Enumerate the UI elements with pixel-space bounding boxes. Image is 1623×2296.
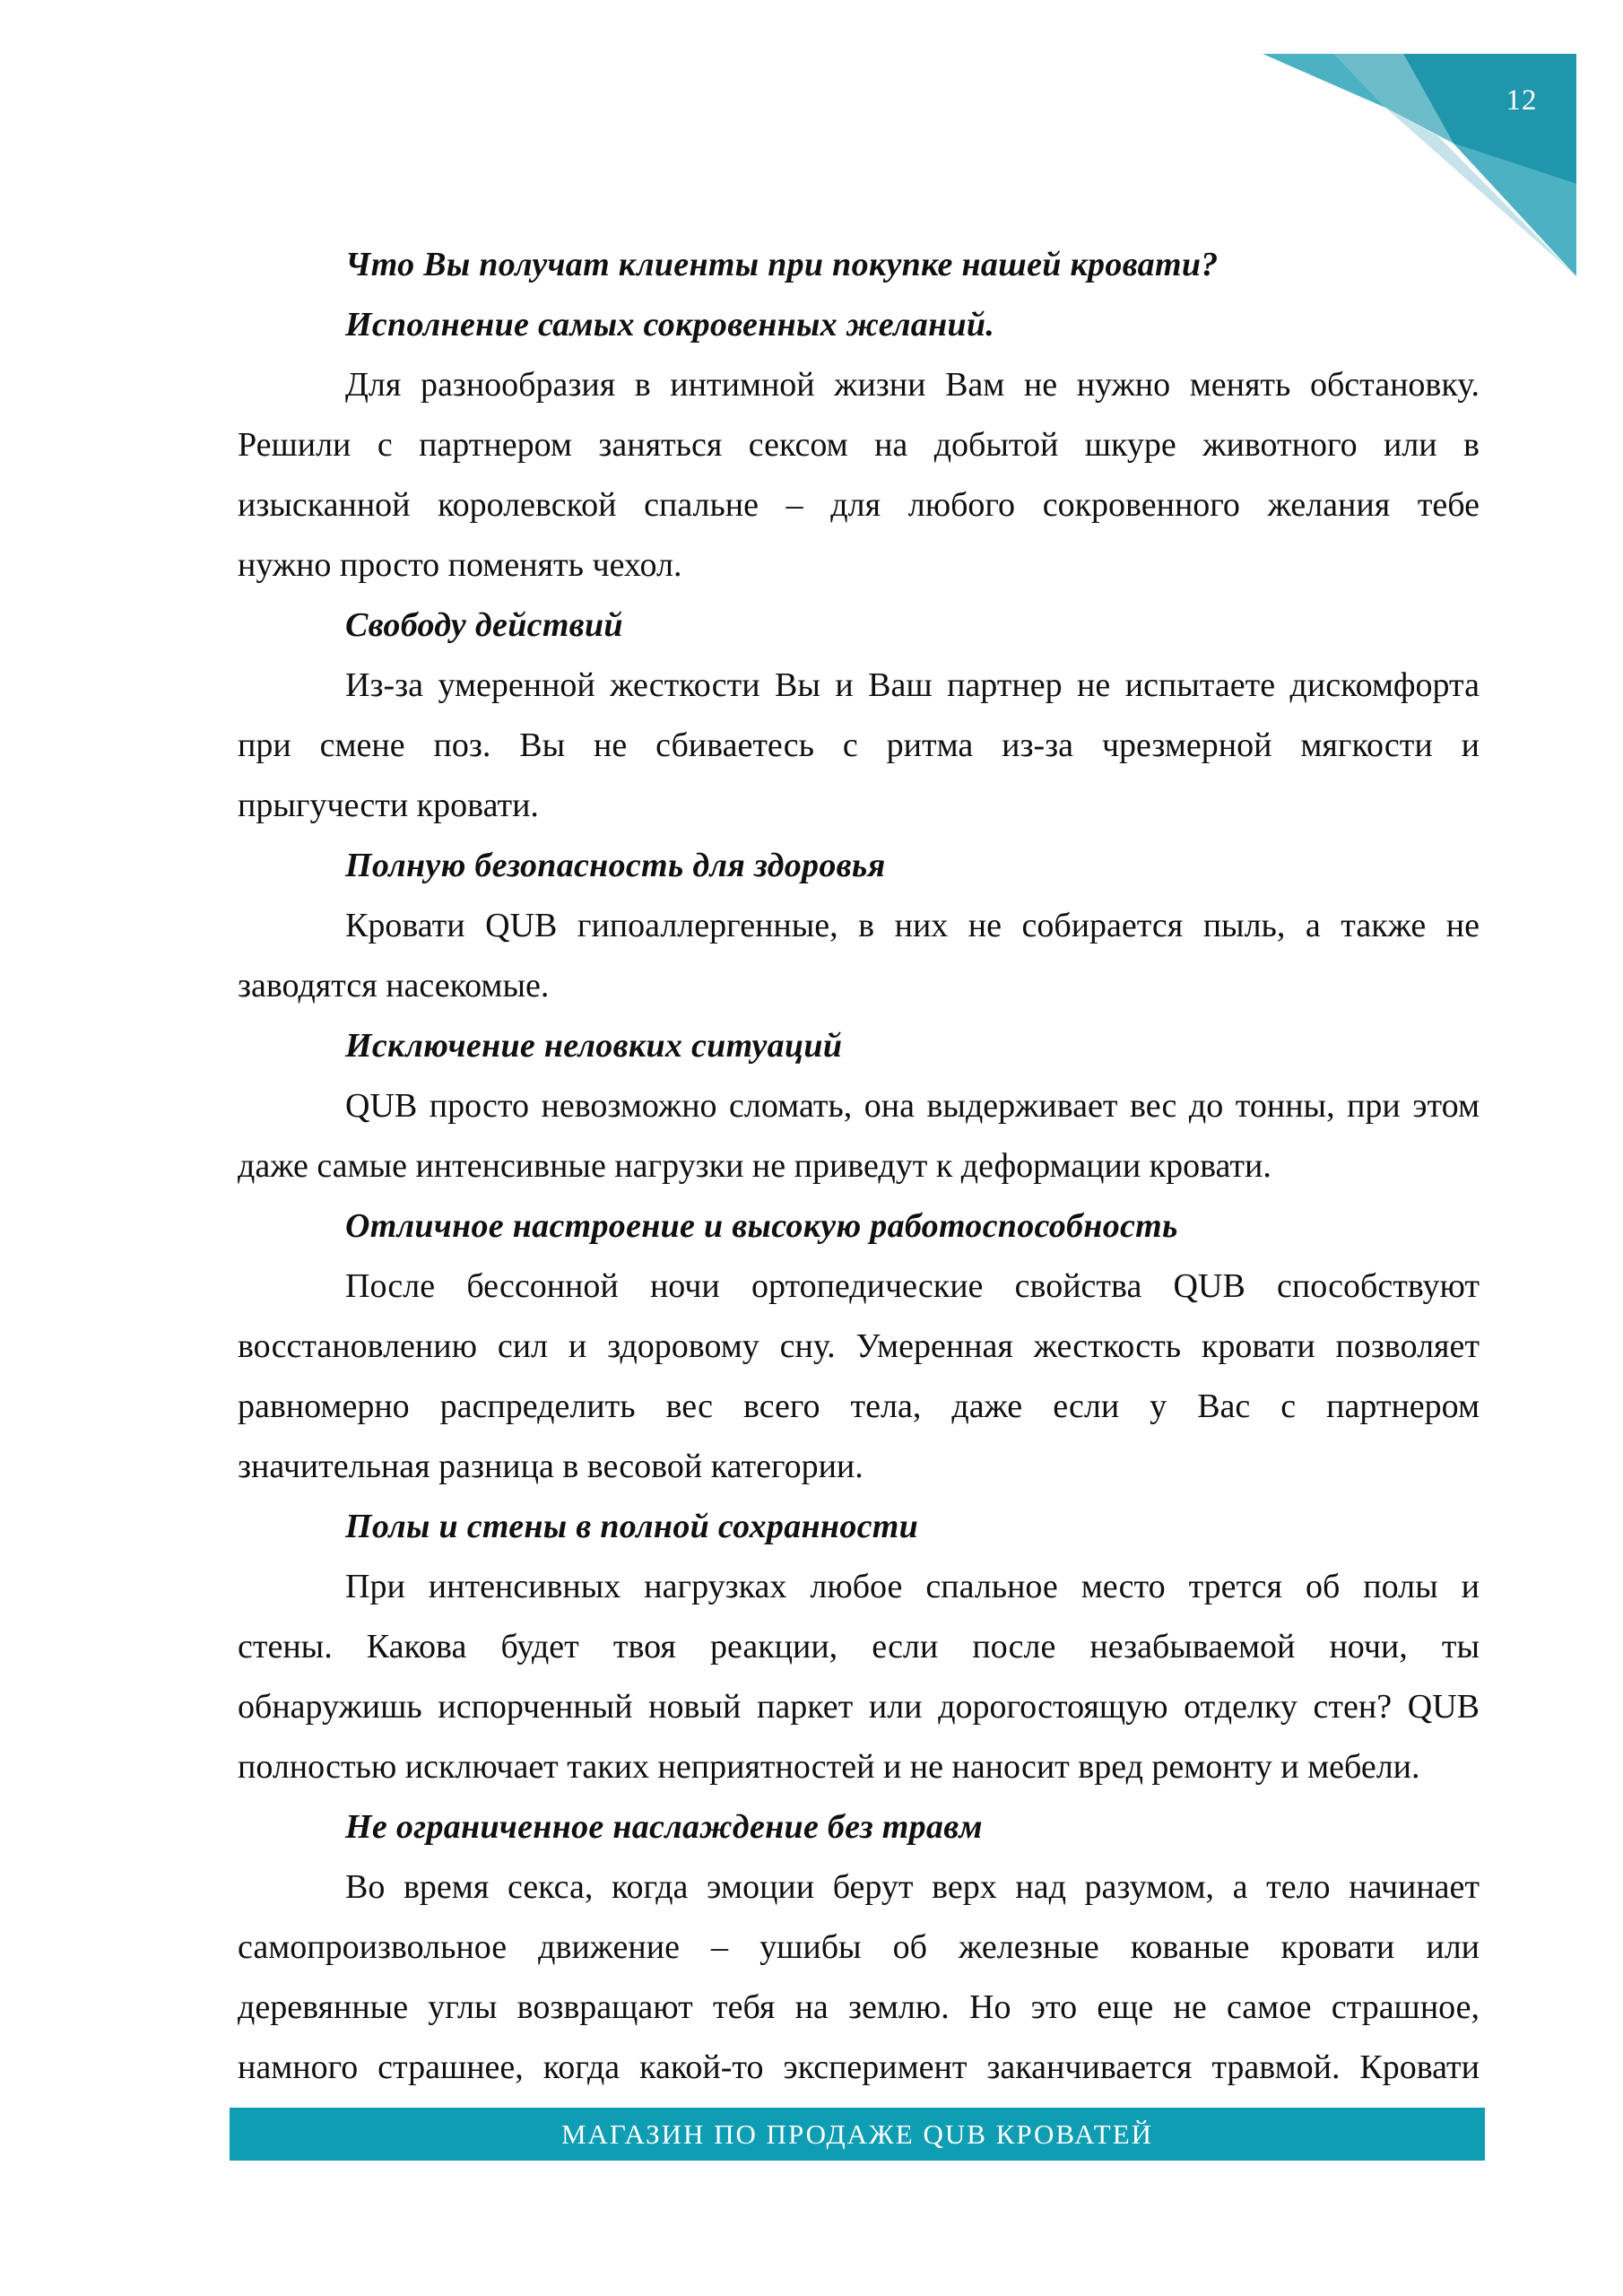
text-line: обнаружишь испорченный новый паркет или дорогостоящую отделку стен? QUB [238, 1688, 1480, 1726]
text-line: Решили с партнером заняться сексом на добытой шкуре животного или в [238, 426, 1480, 464]
text-line: деревянные углы возвращают тебя на землю. Но это еще не самое страшное, [238, 1988, 1480, 2026]
section-heading: Свободу действий [345, 606, 623, 644]
text-line: При интенсивных нагрузках любое спальное место трется об полы и [345, 1568, 1480, 1605]
text-line: полностью исключает таких неприятностей и не наносит вред ремонту и мебели. [238, 1748, 1420, 1786]
text-line: Кровати QUB гипоаллергенные, в них не собирается пыль, а также не [345, 907, 1480, 944]
text-line: Во время секса, когда эмоции берут верх над разумом, а тело начинает [345, 1868, 1480, 1906]
text-line: намного страшнее, когда какой-то эксперимент заканчивается травмой. Кровати [238, 2048, 1480, 2086]
text-line: изысканной королевской спальне – для любого сокровенного желания тебе [238, 486, 1480, 524]
text-line: значительная разница в весовой категории. [238, 1448, 864, 1485]
text-line: самопроизвольное движение – ушибы об железные кованые кровати или [238, 1928, 1480, 1966]
text-line: нужно просто поменять чехол. [238, 546, 682, 584]
text-line: QUB просто невозможно сломать, она выдерживает вес до тонны, при этом [345, 1087, 1480, 1125]
section-heading: Не ограниченное наслаждение без травм [345, 1808, 983, 1846]
text-line: при смене поз. Вы не сбиваетесь с ритма из-за чрезмерной мягкости и [238, 726, 1480, 764]
text-line: стены. Какова будет твоя реакции, если после незабываемой ночи, ты [238, 1628, 1480, 1665]
section-heading: Полы и стены в полной сохранности [345, 1508, 919, 1545]
text-line: восстановлению сил и здоровому сну. Умеренная жесткость кровати позволяет [238, 1327, 1480, 1365]
section-heading: Полную безопасность для здоровья [345, 847, 886, 884]
page-number: 12 [1506, 84, 1538, 117]
text-line: равномерно распределить вес всего тела, даже если у Вас с партнером [238, 1387, 1480, 1425]
text-line: заводятся насекомые. [238, 967, 550, 1004]
text-line: После бессонной ночи ортопедические свойства QUB способствуют [345, 1267, 1480, 1305]
document-body [238, 235, 1480, 2098]
text-line: Из-за умеренной жесткости Вы и Ваш партнер не испытаете дискомфорта [345, 666, 1480, 704]
text-line: прыгучести кровати. [238, 787, 539, 824]
section-heading: Исключение неловких ситуаций [345, 1027, 843, 1065]
text-line: даже самые интенсивные нагрузки не приведут к деформации кровати. [238, 1147, 1271, 1185]
footer-banner [230, 2108, 1485, 2161]
section-heading: Отличное настроение и высокую работоспособность [345, 1207, 1178, 1245]
text-line: Для разнообразия в интимной жизни Вам не нужно менять обстановку. [345, 366, 1480, 404]
section-heading: Исполнение самых сокровенных желаний. [345, 306, 995, 344]
section-heading: Что Вы получат клиенты при покупке нашей кровати? [345, 246, 1219, 283]
footer-title: МАГАЗИН ПО ПРОДАЖЕ QUB КРОВАТЕЙ [560, 2118, 1154, 2150]
